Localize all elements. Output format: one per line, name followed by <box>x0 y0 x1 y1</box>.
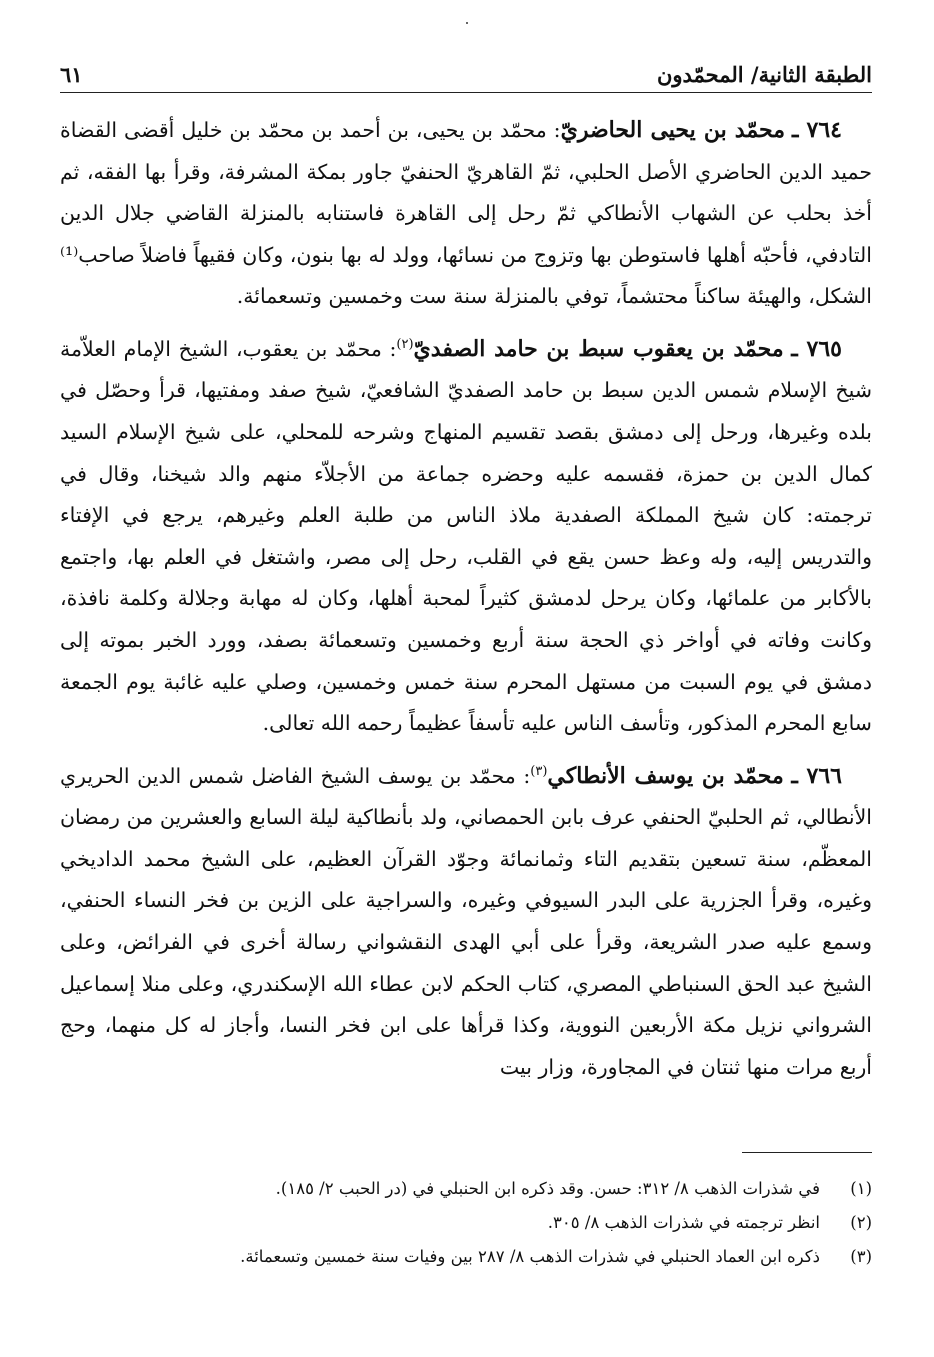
footnote-number: (٢) <box>850 1213 872 1232</box>
entry-text: : محمّد بن يحيى، بن أحمد بن محمّد بن خليل أقضى القضاة حميد الدين الحاضري الأصل الحلبي، ثمّ القاهريّ الحنفيّ جاور بمكة المشرفة، وقرأ بها الفقه، ثم أخذ بحلب عن الشهاب الأنطاكي ثمّ رحل إلى القاهرة فاستنابه بالمنزلة القاضي جلال الدين التادفي، فأحبّه أهلها فاستوطن بها وتزوج من نسائها، وولد له بها بنون، وكان فقيهاً فاضلاً صاحب⁽¹⁾ الشكل، والهيئة ساكناً محتشماً، توفي بالمنزلة سنة ست وخمسين وتسعمائة. <box>60 118 872 309</box>
footnote-1 <box>60 1172 872 1206</box>
footnote-2 <box>60 1206 872 1240</box>
entry-number: ٧٦٥ ـ <box>791 335 842 362</box>
entry-number: ٧٦٦ ـ <box>791 762 842 789</box>
footnote-number: (١) <box>850 1179 872 1198</box>
page-header <box>60 56 872 93</box>
footnotes <box>60 1172 872 1274</box>
entry-text: : محمّد بن يوسف الشيخ الفاضل شمس الدين الحريري الأنطالي، ثم الحلبيّ الحنفي عرف بابن الحمصاني، ولد بأنطاكية ليلة السابع والعشرين من رمضان المعظّم، سنة تسعين بتقديم التاء وثمانمائة وجوّد القرآن العظيم، على الشيخ محمد الداديخي وغيره، وقرأ الجزرية على البدر السيوفي وغيره، والسراجية على الزين بن فخر النساء الحنفي، وسمع عليه صدر الشريعة، وقرأ على أبي الهدى النقشواني رسالة أخرى في الفرائض، وعلى الشيخ عبد الحق السنباطي المصري، كتاب الحكم لابن عطاء الله الإسكندري، وعلى منلا إسماعيل الشرواني نزيل مكة الأربعين النووية، وكذا قرأها على ابن فخر النسا، وأجاز له كل منهما، وحج أربع مرات منها ثنتان في المجاورة، وزار بيت <box>60 763 872 1079</box>
scan-speck <box>466 22 468 24</box>
biography-entry-764 <box>60 110 872 318</box>
entry-name: محمّد بن يوسف الأنطاكي <box>547 762 784 789</box>
footnote-text: انظر ترجمته في شذرات الذهب ٨/ ٣٠٥. <box>547 1213 820 1232</box>
entry-name: محمّد بن يحيى الحاضريّ <box>560 117 786 143</box>
entry-name: محمّد بن يعقوب سبط بن حامد الصفديّ <box>413 335 784 362</box>
footnote-ref: (٢) <box>396 336 414 352</box>
footnote-3 <box>60 1240 872 1274</box>
footnote-separator <box>742 1152 872 1153</box>
footnote-text: ذكره ابن العماد الحنبلي في شذرات الذهب ٨/ ٢٨٧ بين وفيات سنة خمسين وتسعمائة. <box>240 1247 820 1266</box>
footnote-ref: (٣) <box>530 763 548 779</box>
footnote-number: (٣) <box>850 1247 872 1266</box>
page-number: ٦١ <box>60 62 83 87</box>
biography-entry-765 <box>60 324 872 745</box>
entry-text: : محمّد بن يعقوب، الشيخ الإمام العلاّمة شيخ الإسلام شمس الدين سبط بن حامد الصفديّ الشافعيّ، شيخ صفد ومفتيها، قرأ وحصّل في بلده وغيرها، ورحل إلى دمشق بقصد تقسيم المنهاج وشرحه للمحلي، على شيخ الإسلام السيد كمال الدين بن حمزة، فقسمه عليه وحضره جماعة من الأجلاّء منهم والد شيخنا، وقال في ترجمته: كان شيخ المملكة الصفدية ملاذ الناس من طلبة العلم وغيرهم، يرجع في الإفتاء والتدريس إليه، وله وعظ حسن يقع في القلب، رحل إلى مصر، واشتغل في العلم بها، واجتمع بالأكابر من علمائها، وكان يرحل لدمشق كثيراً لمحبة أهلها، وكان له مهابة وجلالة وكلمة نافذة، وكانت وفاته في أواخر ذي الحجة سنة أربع وخمسين وتسعمائة بصفد، وورد الخبر بموته إلى دمشق في يوم السبت من مستهل المحرم سنة خمس وخمسين، وصلي عليه غائبة يوم الجمعة سابع المحرم المذكور، وتأسف الناس عليه تأسفاً عظيماً رحمه الله تعالى. <box>60 336 872 736</box>
entry-number: ٧٦٤ ـ <box>792 117 842 143</box>
biography-entry-766 <box>60 751 872 1089</box>
footnote-text: في شذرات الذهب ٨/ ٣١٢: حسن. وقد ذكره ابن الحنبلي في (در الحبب ٢/ ١٨٥). <box>275 1179 820 1198</box>
running-title: الطبقة الثانية/ المحمّدون <box>656 62 872 87</box>
body-text <box>60 110 872 1094</box>
